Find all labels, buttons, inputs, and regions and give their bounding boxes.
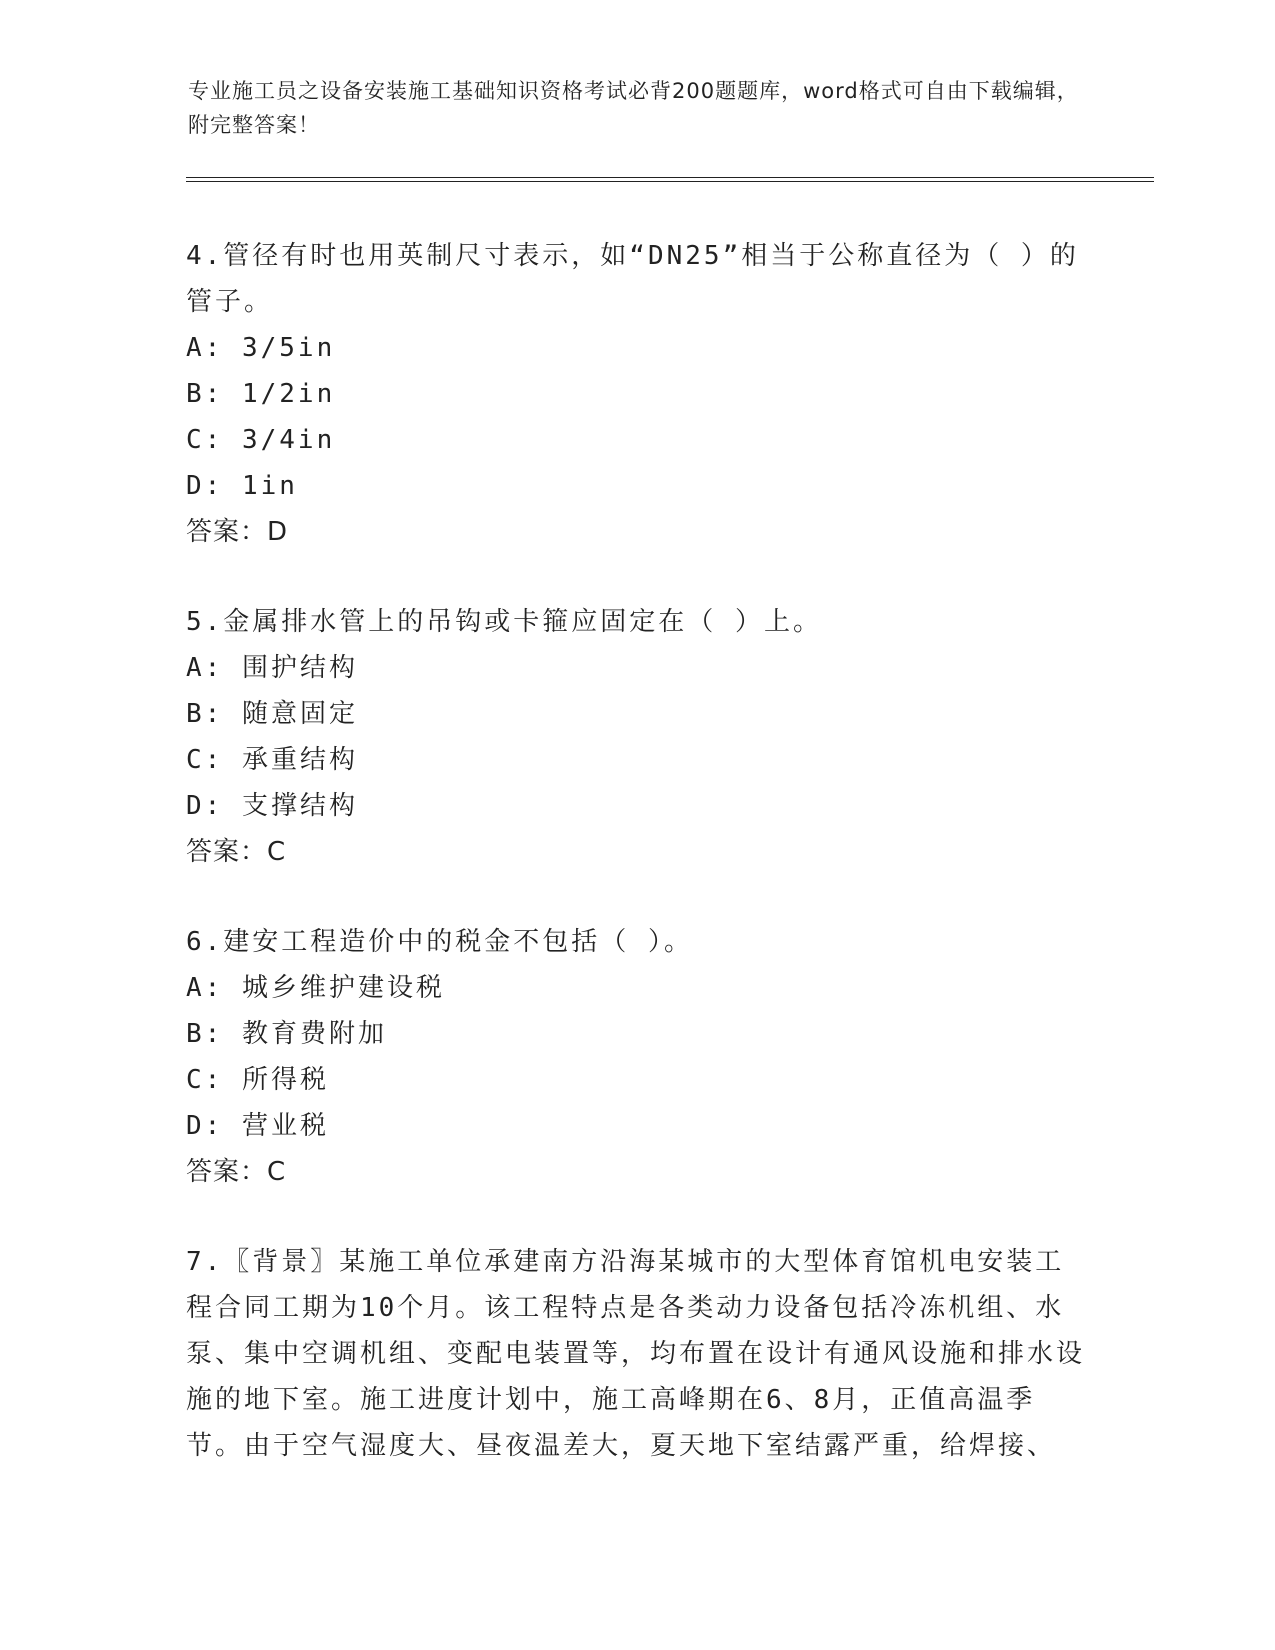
header-text: 专业施工员之设备安装施工基础知识资格考试必背200题题库，word格式可自由下载编辑，附完整答案！	[188, 79, 1079, 137]
question-text: 7.〖背景〗某施工单位承建南方沿海某城市的大型体育馆机电安装工程合同工期为10个月。该工程特点是各类动力设备包括冷冻机组、水泵、集中空调机组、变配电装置等，均布置在设计有通风设施和排水设施的地下室。施工进度计划中，施工高峰期在6、8月，正值高温季节。由于空气湿度大、昼夜温差大，夏天地下室结露严重，给焊接、	[186, 1247, 1086, 1461]
option-c: C: 承重结构	[186, 745, 358, 775]
answer: 答案：C	[186, 1157, 287, 1187]
question-text: 4.管径有时也用英制尺寸表示，如“DN25”相当于公称直径为（ ）的管子。	[186, 241, 1079, 317]
option-b: B: 教育费附加	[186, 1019, 387, 1049]
question-6	[186, 919, 1086, 1195]
page-header	[188, 74, 1088, 142]
option-c: C: 所得税	[186, 1065, 329, 1095]
option-b: B: 1/2in	[186, 379, 336, 409]
option-d: D: 1in	[186, 471, 298, 501]
question-text: 5.金属排水管上的吊钩或卡箍应固定在（ ）上。	[186, 607, 822, 637]
answer: 答案：C	[186, 837, 287, 867]
option-c: C: 3/4in	[186, 425, 336, 455]
option-d: D: 营业税	[186, 1111, 329, 1141]
option-d: D: 支撑结构	[186, 791, 358, 821]
option-a: A: 3/5in	[186, 333, 336, 363]
question-list	[186, 233, 1086, 1513]
answer: 答案：D	[186, 517, 289, 547]
question-5	[186, 599, 1086, 875]
question-text: 6.建安工程造价中的税金不包括（ ）。	[186, 927, 693, 957]
option-a: A: 城乡维护建设税	[186, 973, 445, 1003]
option-b: B: 随意固定	[186, 699, 358, 729]
question-4	[186, 233, 1086, 555]
header-double-rule	[186, 177, 1154, 182]
option-a: A: 围护结构	[186, 653, 358, 683]
question-7	[186, 1239, 1086, 1469]
